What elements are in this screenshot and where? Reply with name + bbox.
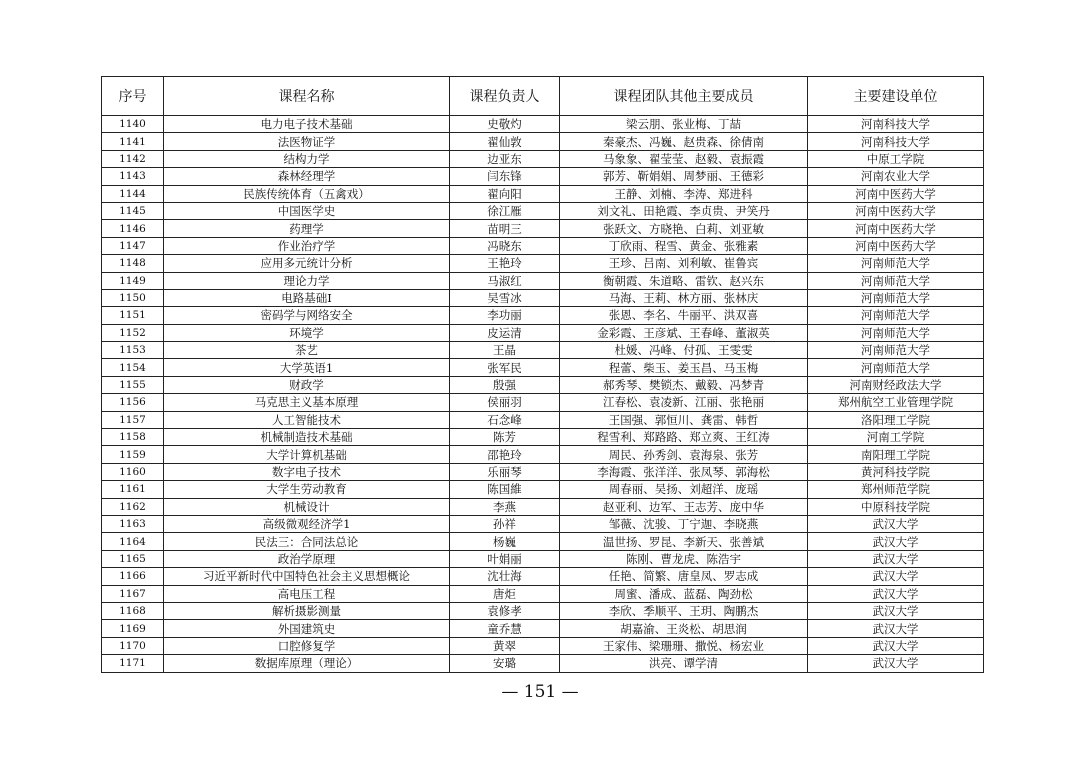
cell-index: 1158 bbox=[102, 429, 164, 446]
cell-institution: 武汉大学 bbox=[808, 602, 984, 619]
cell-course-name: 电力电子技术基础 bbox=[164, 116, 450, 133]
cell-team-members: 陈刚、曹龙虎、陈浩宇 bbox=[560, 550, 808, 567]
cell-course-name: 结构力学 bbox=[164, 150, 450, 167]
cell-index: 1171 bbox=[102, 655, 164, 672]
table-row bbox=[102, 116, 984, 133]
cell-course-name: 高电压工程 bbox=[164, 585, 450, 602]
cell-course-lead: 王晶 bbox=[450, 342, 560, 359]
cell-index: 1153 bbox=[102, 342, 164, 359]
table-row bbox=[102, 376, 984, 393]
cell-institution: 河南科技大学 bbox=[808, 116, 984, 133]
cell-course-name: 大学计算机基础 bbox=[164, 446, 450, 463]
cell-course-name: 人工智能技术 bbox=[164, 411, 450, 428]
cell-course-name: 大学生劳动教育 bbox=[164, 481, 450, 498]
cell-team-members: 杜媛、冯峰、付孤、王雯雯 bbox=[560, 342, 808, 359]
cell-institution: 武汉大学 bbox=[808, 550, 984, 567]
cell-institution: 河南中医药大学 bbox=[808, 185, 984, 202]
cell-index: 1167 bbox=[102, 585, 164, 602]
cell-index: 1147 bbox=[102, 237, 164, 254]
cell-team-members: 程蕾、柴玉、姜玉昌、马玉梅 bbox=[560, 359, 808, 376]
cell-team-members: 周民、孙秀剑、袁海泉、张芳 bbox=[560, 446, 808, 463]
cell-institution: 郑州师范学院 bbox=[808, 481, 984, 498]
cell-team-members: 赵亚利、边军、王志芳、庞中华 bbox=[560, 498, 808, 515]
cell-index: 1157 bbox=[102, 411, 164, 428]
header-course-name: 课程名称 bbox=[164, 77, 450, 116]
cell-team-members: 周蜜、潘成、蓝磊、陶劲松 bbox=[560, 585, 808, 602]
cell-institution: 武汉大学 bbox=[808, 655, 984, 672]
table-row bbox=[102, 585, 984, 602]
cell-index: 1155 bbox=[102, 376, 164, 393]
cell-index: 1166 bbox=[102, 568, 164, 585]
cell-institution: 中原工学院 bbox=[808, 150, 984, 167]
cell-index: 1168 bbox=[102, 602, 164, 619]
cell-team-members: 刘文礼、田艳霞、李贞贵、尹笑丹 bbox=[560, 202, 808, 219]
cell-institution: 河南师范大学 bbox=[808, 272, 984, 289]
cell-index: 1154 bbox=[102, 359, 164, 376]
cell-course-lead: 闫东锋 bbox=[450, 168, 560, 185]
table-row bbox=[102, 324, 984, 341]
cell-institution: 河南师范大学 bbox=[808, 342, 984, 359]
table-row bbox=[102, 307, 984, 324]
cell-course-lead: 陈国維 bbox=[450, 481, 560, 498]
course-table bbox=[101, 76, 984, 673]
cell-course-lead: 唐炬 bbox=[450, 585, 560, 602]
table-row bbox=[102, 255, 984, 272]
cell-institution: 河南农业大学 bbox=[808, 168, 984, 185]
cell-index: 1140 bbox=[102, 116, 164, 133]
cell-course-lead: 翟仙敦 bbox=[450, 133, 560, 150]
cell-course-name: 作业治疗学 bbox=[164, 237, 450, 254]
cell-course-lead: 叶娟丽 bbox=[450, 550, 560, 567]
cell-institution: 河南师范大学 bbox=[808, 307, 984, 324]
cell-team-members: 丁欣雨、程雪、黄金、张雅素 bbox=[560, 237, 808, 254]
table-row bbox=[102, 481, 984, 498]
cell-index: 1144 bbox=[102, 185, 164, 202]
cell-index: 1149 bbox=[102, 272, 164, 289]
cell-course-lead: 杨巍 bbox=[450, 533, 560, 550]
cell-index: 1164 bbox=[102, 533, 164, 550]
page-number: — 151 — bbox=[501, 682, 579, 702]
cell-index: 1142 bbox=[102, 150, 164, 167]
table-row bbox=[102, 637, 984, 654]
cell-index: 1165 bbox=[102, 550, 164, 567]
cell-course-lead: 乐丽琴 bbox=[450, 463, 560, 480]
cell-index: 1163 bbox=[102, 515, 164, 532]
cell-course-name: 数字电子技术 bbox=[164, 463, 450, 480]
cell-course-name: 理论力学 bbox=[164, 272, 450, 289]
cell-team-members: 江春松、袁凌新、江丽、张艳丽 bbox=[560, 394, 808, 411]
cell-team-members: 任艳、简繁、唐皇凤、罗志成 bbox=[560, 568, 808, 585]
cell-team-members: 温世扬、罗昆、李新天、张善斌 bbox=[560, 533, 808, 550]
cell-team-members: 衡朝霞、朱道略、雷钦、赵兴东 bbox=[560, 272, 808, 289]
table-row bbox=[102, 168, 984, 185]
cell-institution: 南阳理工学院 bbox=[808, 446, 984, 463]
table-row bbox=[102, 150, 984, 167]
cell-team-members: 马象象、翟莹莹、赵毅、袁振霞 bbox=[560, 150, 808, 167]
cell-course-name: 习近平新时代中国特色社会主义思想概论 bbox=[164, 568, 450, 585]
table-row bbox=[102, 411, 984, 428]
cell-course-lead: 翟向阳 bbox=[450, 185, 560, 202]
cell-institution: 河南科技大学 bbox=[808, 133, 984, 150]
table-row bbox=[102, 568, 984, 585]
table-row bbox=[102, 446, 984, 463]
cell-course-lead: 孙祥 bbox=[450, 515, 560, 532]
cell-index: 1156 bbox=[102, 394, 164, 411]
cell-institution: 黄河科技学院 bbox=[808, 463, 984, 480]
cell-course-lead: 皮运清 bbox=[450, 324, 560, 341]
cell-team-members: 金彩霞、王彦斌、王春峰、董淑英 bbox=[560, 324, 808, 341]
cell-institution: 中原科技学院 bbox=[808, 498, 984, 515]
table-header-row bbox=[102, 77, 984, 116]
cell-course-lead: 袁修孝 bbox=[450, 602, 560, 619]
cell-course-name: 政治学原理 bbox=[164, 550, 450, 567]
cell-index: 1160 bbox=[102, 463, 164, 480]
table-row bbox=[102, 533, 984, 550]
cell-index: 1159 bbox=[102, 446, 164, 463]
cell-index: 1148 bbox=[102, 255, 164, 272]
cell-course-name: 应用多元统计分析 bbox=[164, 255, 450, 272]
cell-course-name: 法医物证学 bbox=[164, 133, 450, 150]
cell-course-lead: 沈壮海 bbox=[450, 568, 560, 585]
cell-course-name: 马克思主义基本原理 bbox=[164, 394, 450, 411]
cell-team-members: 李海霞、张洋洋、张凤琴、郭海松 bbox=[560, 463, 808, 480]
cell-course-name: 数据库原理（理论） bbox=[164, 655, 450, 672]
table-row bbox=[102, 185, 984, 202]
cell-course-name: 民法三：合同法总论 bbox=[164, 533, 450, 550]
cell-team-members: 张跃文、方晓艳、白莉、刘亚敏 bbox=[560, 220, 808, 237]
cell-team-members: 邹薇、沈骏、丁宁迦、李晓燕 bbox=[560, 515, 808, 532]
cell-team-members: 王珍、吕南、刘利敏、崔鲁宾 bbox=[560, 255, 808, 272]
cell-course-lead: 张军民 bbox=[450, 359, 560, 376]
cell-course-name: 电路基础I bbox=[164, 289, 450, 306]
table-row bbox=[102, 394, 984, 411]
cell-index: 1152 bbox=[102, 324, 164, 341]
cell-course-lead: 侯丽羽 bbox=[450, 394, 560, 411]
cell-institution: 河南中医药大学 bbox=[808, 237, 984, 254]
cell-course-name: 森林经理学 bbox=[164, 168, 450, 185]
cell-team-members: 周春丽、吴扬、刘超洋、庞瑶 bbox=[560, 481, 808, 498]
cell-index: 1145 bbox=[102, 202, 164, 219]
cell-institution: 河南师范大学 bbox=[808, 324, 984, 341]
cell-team-members: 郝秀琴、樊锁杰、戴毅、冯梦青 bbox=[560, 376, 808, 393]
cell-index: 1161 bbox=[102, 481, 164, 498]
cell-course-name: 财政学 bbox=[164, 376, 450, 393]
cell-course-lead: 安璐 bbox=[450, 655, 560, 672]
table-row bbox=[102, 133, 984, 150]
table-row bbox=[102, 272, 984, 289]
table-row bbox=[102, 463, 984, 480]
cell-course-name: 机械制造技术基础 bbox=[164, 429, 450, 446]
cell-course-lead: 边亚东 bbox=[450, 150, 560, 167]
cell-index: 1141 bbox=[102, 133, 164, 150]
cell-institution: 武汉大学 bbox=[808, 620, 984, 637]
table-row bbox=[102, 515, 984, 532]
header-team-members: 课程团队其他主要成员 bbox=[560, 77, 808, 116]
table-row bbox=[102, 359, 984, 376]
table-row bbox=[102, 602, 984, 619]
table-row bbox=[102, 220, 984, 237]
cell-index: 1151 bbox=[102, 307, 164, 324]
table-row bbox=[102, 498, 984, 515]
cell-course-lead: 李功丽 bbox=[450, 307, 560, 324]
table-row bbox=[102, 342, 984, 359]
table-row bbox=[102, 620, 984, 637]
cell-course-lead: 陈芳 bbox=[450, 429, 560, 446]
cell-course-lead: 冯晓东 bbox=[450, 237, 560, 254]
cell-team-members: 张恩、李名、牛丽平、洪双喜 bbox=[560, 307, 808, 324]
cell-course-name: 密码学与网络安全 bbox=[164, 307, 450, 324]
table-body bbox=[102, 116, 984, 673]
cell-team-members: 秦豪杰、冯巍、赵贵森、徐倩南 bbox=[560, 133, 808, 150]
cell-institution: 河南师范大学 bbox=[808, 289, 984, 306]
table-row bbox=[102, 429, 984, 446]
cell-institution: 武汉大学 bbox=[808, 533, 984, 550]
cell-institution: 郑州航空工业管理学院 bbox=[808, 394, 984, 411]
table-row bbox=[102, 202, 984, 219]
cell-team-members: 李欣、季顺平、王玥、陶鹏杰 bbox=[560, 602, 808, 619]
cell-course-lead: 黄翠 bbox=[450, 637, 560, 654]
cell-course-lead: 吴雪冰 bbox=[450, 289, 560, 306]
cell-course-lead: 马淑红 bbox=[450, 272, 560, 289]
cell-index: 1170 bbox=[102, 637, 164, 654]
cell-course-lead: 石念峰 bbox=[450, 411, 560, 428]
cell-course-name: 解析摄影测量 bbox=[164, 602, 450, 619]
cell-course-lead: 殷强 bbox=[450, 376, 560, 393]
cell-course-name: 药理学 bbox=[164, 220, 450, 237]
cell-course-lead: 李燕 bbox=[450, 498, 560, 515]
cell-index: 1150 bbox=[102, 289, 164, 306]
cell-course-name: 外国建筑史 bbox=[164, 620, 450, 637]
cell-course-lead: 史敬灼 bbox=[450, 116, 560, 133]
cell-course-name: 口腔修复学 bbox=[164, 637, 450, 654]
header-institution: 主要建设单位 bbox=[808, 77, 984, 116]
cell-team-members: 王国强、郭恒川、龚雷、韩哲 bbox=[560, 411, 808, 428]
table-row bbox=[102, 289, 984, 306]
cell-course-name: 茶艺 bbox=[164, 342, 450, 359]
header-index: 序号 bbox=[102, 77, 164, 116]
cell-course-name: 中国医学史 bbox=[164, 202, 450, 219]
cell-institution: 武汉大学 bbox=[808, 585, 984, 602]
cell-index: 1162 bbox=[102, 498, 164, 515]
table-row bbox=[102, 655, 984, 672]
cell-course-lead: 童乔慧 bbox=[450, 620, 560, 637]
cell-institution: 河南财经政法大学 bbox=[808, 376, 984, 393]
cell-institution: 河南中医药大学 bbox=[808, 220, 984, 237]
table-row bbox=[102, 237, 984, 254]
cell-course-name: 机械设计 bbox=[164, 498, 450, 515]
cell-index: 1146 bbox=[102, 220, 164, 237]
cell-team-members: 程雪利、郑路路、郑立爽、王红涛 bbox=[560, 429, 808, 446]
header-course-lead: 课程负责人 bbox=[450, 77, 560, 116]
cell-institution: 河南师范大学 bbox=[808, 255, 984, 272]
cell-team-members: 洪亮、谭学清 bbox=[560, 655, 808, 672]
cell-institution: 武汉大学 bbox=[808, 515, 984, 532]
cell-index: 1169 bbox=[102, 620, 164, 637]
cell-institution: 河南师范大学 bbox=[808, 359, 984, 376]
cell-team-members: 胡嘉渝、王炎松、胡思润 bbox=[560, 620, 808, 637]
cell-institution: 河南工学院 bbox=[808, 429, 984, 446]
cell-team-members: 马海、王莉、林方丽、张林庆 bbox=[560, 289, 808, 306]
cell-institution: 武汉大学 bbox=[808, 568, 984, 585]
cell-team-members: 郭芳、靳娟娟、周梦丽、王德彩 bbox=[560, 168, 808, 185]
cell-team-members: 王静、刘楠、李涛、郑进科 bbox=[560, 185, 808, 202]
cell-course-lead: 邵艳玲 bbox=[450, 446, 560, 463]
cell-course-lead: 王艳玲 bbox=[450, 255, 560, 272]
cell-team-members: 梁云朋、张业梅、丁喆 bbox=[560, 116, 808, 133]
cell-course-name: 高级微观经济学1 bbox=[164, 515, 450, 532]
cell-course-name: 民族传统体育（五禽戏） bbox=[164, 185, 450, 202]
cell-course-name: 环境学 bbox=[164, 324, 450, 341]
cell-institution: 洛阳理工学院 bbox=[808, 411, 984, 428]
cell-course-lead: 苗明三 bbox=[450, 220, 560, 237]
cell-course-lead: 徐江雁 bbox=[450, 202, 560, 219]
cell-index: 1143 bbox=[102, 168, 164, 185]
table-row bbox=[102, 550, 984, 567]
cell-institution: 武汉大学 bbox=[808, 637, 984, 654]
cell-institution: 河南中医药大学 bbox=[808, 202, 984, 219]
cell-team-members: 王家伟、梁珊珊、撒悦、杨宏业 bbox=[560, 637, 808, 654]
cell-course-name: 大学英语1 bbox=[164, 359, 450, 376]
